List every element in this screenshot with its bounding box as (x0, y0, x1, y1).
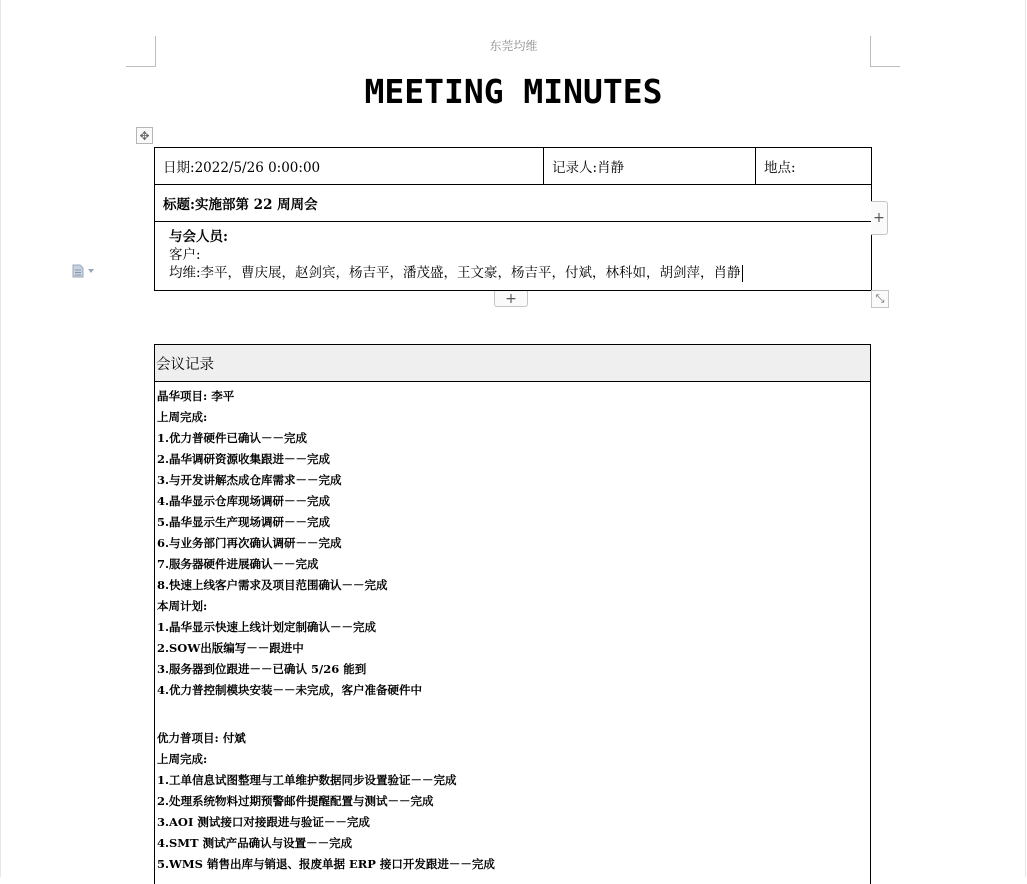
text-cursor (742, 265, 743, 282)
attendees-cell[interactable] (155, 222, 872, 291)
subject-cell[interactable] (155, 185, 872, 222)
minutes-line: 4.晶华显示仓库现场调研－－完成 (157, 494, 331, 508)
attendees-label: 与会人员: (169, 229, 228, 245)
minutes-line: 3.服务器到位跟进－－已确认 5/26 能到 (157, 662, 367, 676)
subject-label: 标题: (163, 197, 195, 213)
date-cell[interactable] (155, 148, 544, 185)
minutes-header[interactable]: 会议记录 (155, 345, 870, 382)
table-resize-handle-icon[interactable]: ⤡ (871, 290, 889, 308)
location-label: 地点: (764, 160, 796, 176)
date-value: 2022/5/26 0:00:00 (194, 160, 321, 176)
minutes-line: 6.与业务部门再次确认调研－－完成 (157, 536, 342, 550)
minutes-line: 晶华项目: 李平 (157, 389, 235, 403)
minutes-line: 3.AOI 测试接口对接跟进与验证－－完成 (157, 815, 370, 829)
minutes-line: 2.SOW出版编写－－跟进中 (157, 641, 304, 655)
customer-line: 客户: (169, 247, 201, 263)
minutes-line: 本周计划: (157, 599, 208, 613)
minutes-line: 3.与开发讲解杰成仓库需求－－完成 (157, 473, 342, 487)
minutes-line: 5.晶华显示生产现场调研－－完成 (157, 515, 331, 529)
meeting-info-table (154, 147, 872, 291)
minutes-line: 5.WMS 销售出库与销退、报废单据 ERP 接口开发跟进－－完成 (157, 857, 495, 871)
document-outline-button[interactable] (72, 263, 100, 279)
crop-mark-top-left-h (126, 66, 156, 67)
recorder-cell[interactable] (544, 148, 756, 185)
minutes-line: 7.服务器硬件进展确认－－完成 (157, 557, 319, 571)
minutes-line: 1.晶华显示快速上线计划定制确认－－完成 (157, 620, 377, 634)
minutes-blank-line (157, 701, 870, 728)
document-icon (72, 264, 84, 278)
junwei-line: 均维:李平，曹庆展，赵剑宾，杨吉平，潘茂盛，王文豪，杨吉平，付斌，林科如，胡剑萍，肖静 (169, 265, 741, 281)
add-row-button[interactable]: + (494, 291, 528, 307)
minutes-line: 上周完成: (157, 752, 208, 766)
page-header[interactable]: 东莞均维 (489, 39, 538, 53)
minutes-line: 2.处理系统物料过期预警邮件提醒配置与测试－－完成 (157, 794, 434, 808)
table-move-handle-icon[interactable]: ✥ (136, 127, 153, 144)
recorder-value: 肖静 (597, 160, 625, 176)
minutes-body[interactable] (155, 382, 870, 875)
minutes-line: 1.优力普硬件已确认－－完成 (157, 431, 308, 445)
minutes-line: 优力普项目: 付斌 (157, 731, 246, 745)
recorder-label: 记录人: (552, 160, 598, 176)
page-right-edge (1025, 0, 1026, 877)
chevron-down-icon (88, 269, 94, 273)
minutes-line: 1.工单信息试图整理与工单维护数据同步设置验证－－完成 (157, 773, 457, 787)
location-cell[interactable] (756, 148, 872, 185)
crop-mark-top-right-h (870, 66, 900, 67)
add-column-button[interactable]: + (871, 201, 888, 235)
minutes-line: 4.SMT 测试产品确认与设置－－完成 (157, 836, 353, 850)
minutes-table (154, 344, 871, 884)
minutes-line: 上周完成: (157, 410, 208, 424)
page-left-edge (0, 0, 1, 877)
subject-value: 实施部第 22 周周会 (194, 197, 318, 213)
date-label: 日期: (163, 160, 195, 176)
minutes-line: 2.晶华调研资源收集跟进－－完成 (157, 452, 331, 466)
document-title[interactable]: MEETING MINUTES (364, 72, 663, 111)
minutes-line: 8.快速上线客户需求及项目范围确认－－完成 (157, 578, 388, 592)
junwei-line-wrap (169, 264, 857, 282)
minutes-line: 4.优力普控制模块安装－－未完成，客户准备硬件中 (157, 683, 423, 697)
